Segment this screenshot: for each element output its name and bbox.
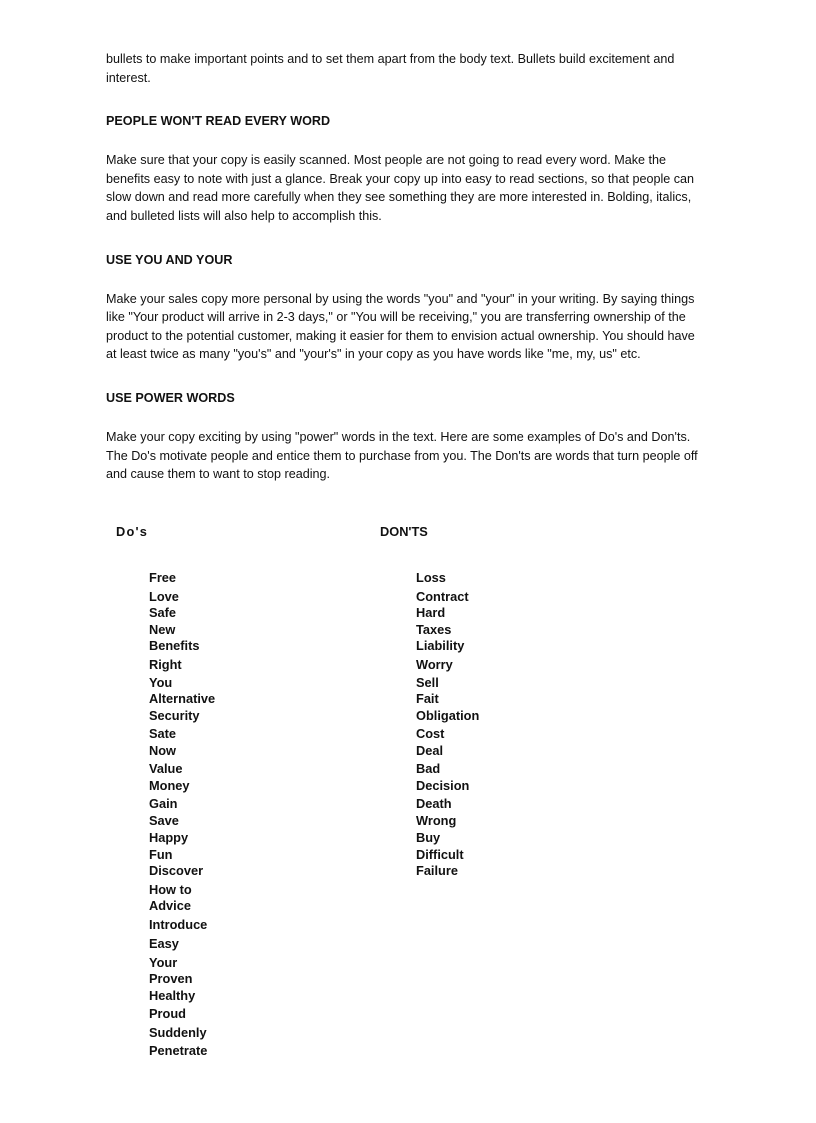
dos-word-money: Money (149, 778, 190, 793)
donts-word-death: Death (416, 796, 452, 811)
dos-word-your: Your (149, 955, 178, 970)
dos-word-safe: Safe (149, 605, 177, 620)
donts-word-buy: Buy (416, 830, 441, 845)
dos-word-happy: Happy (149, 830, 189, 845)
dos-word-proven: Proven (149, 971, 193, 986)
donts-word-bad: Bad (416, 761, 441, 776)
dos-word-healthy: Healthy (149, 988, 196, 1003)
donts-word-difficult: Difficult (416, 847, 464, 862)
dos-word-benefits: Benefits (149, 638, 200, 653)
dos-word-fun: Fun (149, 847, 173, 862)
document-page (106, 50, 706, 484)
dos-word-now: Now (149, 743, 177, 758)
donts-word-sell: Sell (416, 675, 439, 690)
donts-word-failure: Failure (416, 863, 458, 878)
donts-word-deal: Deal (416, 743, 444, 758)
dos-word-sate: Sate (149, 726, 177, 741)
dos-word-right: Right (149, 657, 182, 672)
dos-word-security: Security (149, 708, 200, 723)
dos-word-gain: Gain (149, 796, 178, 811)
section-body-read-every-word: Make sure that your copy is easily scanned. Most people are not going to read every word. Make the benefits easy to note with just a glance. Break your copy up into easy to read sections, so that people can slow down and read more carefully when they see something they are more interested in. Bolding, italics, and bulleted lists will also help to accomplish this. (106, 153, 695, 223)
dos-column-heading: Do's (116, 524, 149, 539)
dos-word-penetrate: Penetrate (149, 1043, 208, 1058)
donts-word-liability: Liability (416, 638, 465, 653)
donts-word-decision: Decision (416, 778, 470, 793)
donts-word-wrong: Wrong (416, 813, 457, 828)
dos-word-new: New (149, 622, 176, 637)
dos-word-introduce: Introduce (149, 917, 208, 932)
dos-word-discover: Discover (149, 863, 204, 878)
donts-word-obligation: Obligation (416, 708, 480, 723)
dos-word-love: Love (149, 589, 179, 604)
donts-column-heading: DON'TS (380, 524, 428, 539)
donts-word-taxes: Taxes (416, 622, 452, 637)
dos-word-easy: Easy (149, 936, 179, 951)
dos-word-how-to: How to (149, 882, 192, 897)
section-body-you-and-your: Make your sales copy more personal by using the words "you" and "your" in your writing. By saying things like "Your product will arrive in 2-3 days," or "You will be receiving," you are transferring ownership of the product to the potential customer, making it easier for them to envision actual ownership. You should have at least twice as many "you's" and "your's" in your copy as you have words like "me, my, us" etc. (106, 291, 695, 362)
donts-word-worry: Worry (416, 657, 453, 672)
donts-word-cost: Cost (416, 726, 445, 741)
donts-word-fait: Fait (416, 691, 439, 706)
dos-word-advice: Advice (149, 898, 191, 913)
donts-word-contract: Contract (416, 589, 469, 604)
donts-word-hard: Hard (416, 605, 446, 620)
dos-word-alternative: Alternative (149, 691, 216, 706)
section-heading-you-and-your: USE YOU AND YOUR (106, 252, 233, 267)
dos-word-save: Save (149, 813, 179, 828)
donts-word-loss: Loss (416, 570, 446, 585)
dos-word-free: Free (149, 570, 177, 585)
section-body-power-words: Make your copy exciting by using "power" words in the text. Here are some examples of Do's and Don'ts. The Do's motivate people and entice them to purchase from you. The Don'ts are words that turn people off and cause them to want to stop reading. (106, 429, 698, 482)
dos-word-value: Value (149, 761, 183, 776)
dos-word-proud: Proud (149, 1006, 186, 1021)
dos-word-you: You (149, 675, 173, 690)
intro-paragraph: bullets to make important points and to set them apart from the body text. Bullets build excitement and interest. (106, 52, 675, 85)
dos-word-suddenly: Suddenly (149, 1025, 207, 1040)
section-heading-power-words: USE POWER WORDS (106, 390, 235, 405)
section-heading-read-every-word: PEOPLE WON'T READ EVERY WORD (106, 114, 331, 129)
